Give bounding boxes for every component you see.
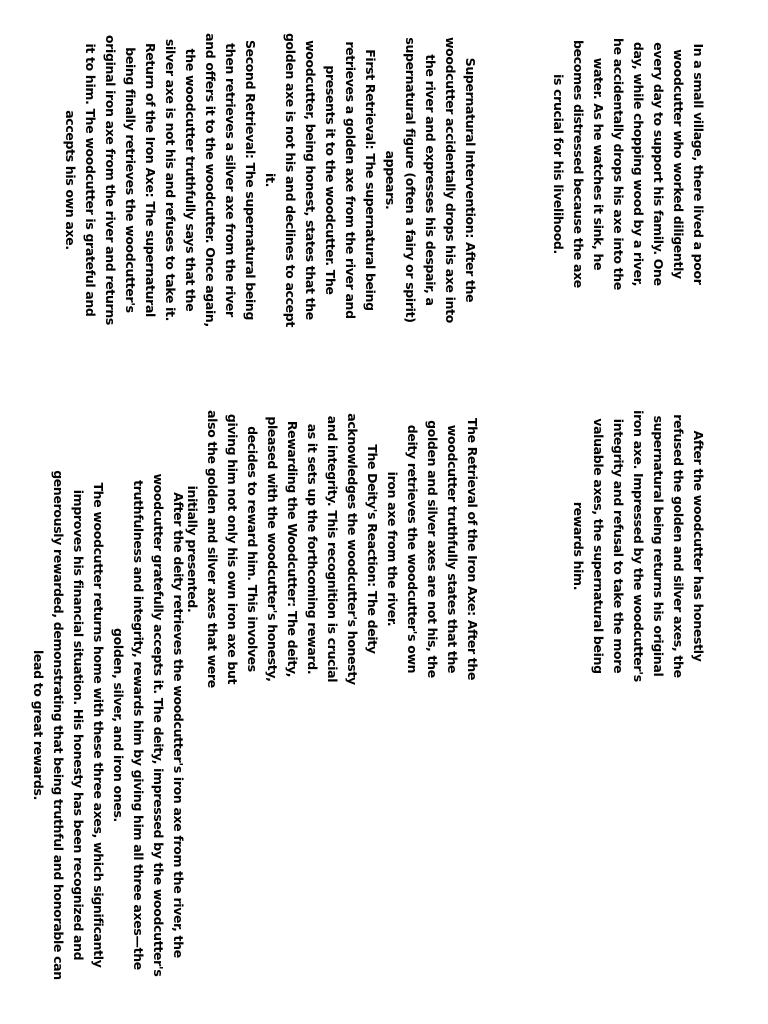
intro-section [548, 34, 708, 294]
deity-retrieval-paragraph: The Retrieval of the Iron Axe: After the woodcutter truthfully states that the golden and silver axes are not his, the deity retrieves the woodcutter's own iron axe from the river. [385, 417, 480, 681]
first-retrieval-paragraph: First Retrieval: The supernatural being retrieves a golden axe from the river and presents it to the woodcutter. The woodcutter, being honest, states that the golden axe is not his and declines to accept it. [263, 32, 378, 328]
second-retrieval-paragraph: Second Retrieval: The supernatural being then retrieves a silver axe from the river and offers it to the woodcutter. Once again, the woodcutter truthfully says that the silver axe is not his and refuses to take it. [163, 33, 258, 327]
reward-summary-paragraph: After the woodcutter has honestly refused the golden and silver axes, the supernatural being returns his original iron axe. Impressed by the woodcutter's integrity and refusal to take the more valuable axes, the supernatural being rewards him. [571, 410, 706, 682]
deity-reaction-paragraph: The Deity's Reaction: The deity acknowledges the woodcutter's honesty and integrity. This recognition is crucial as it sets up the forthcoming reward. [305, 413, 380, 685]
deity-section [182, 410, 482, 688]
supernatural-intervention-paragraph: Supernatural Intervention: After the woodcutter accidentally drops his axe into the river and expresses his despair, a supernatural figure (often a fairy or spirit) appears. [383, 36, 478, 324]
conclusion-paragraph-2: The woodcutter returns home with these three axes, which significantly improves his financial situation. His honesty has been recognized and generously rewarded, demonstrating that being truthful and honorable can lead to great rewards. [31, 470, 106, 980]
events-section [60, 30, 480, 330]
return-iron-axe-paragraph: Return of the Iron Axe: The supernatural being finally retrieves the woodcutter's original iron axe from the river and returns it to him. The woodcutter is grateful and accepts his own axe. [63, 35, 158, 325]
reward-summary-section [568, 410, 708, 682]
conclusion-section [28, 470, 188, 980]
intro-paragraph: In a small village, there lived a poor woodcutter who worked diligently every day to support his family. One day, while chopping wood by a river, he accidentally drops his axe into the water. As he watches it sink, he becomes distressed because the axe is crucial for his livelihood. [551, 38, 706, 290]
deity-rewarding-paragraph: Rewarding the Woodcutter: The deity, pleased with the woodcutter's honesty, decides to reward him. This involves giving him not only his own iron axe but also the golden and silver axes that were initially presented. [185, 410, 300, 688]
conclusion-paragraph-1: After the deity retrieves the woodcutter's iron axe from the river, the woodcutter gratefully accepts it. The deity, impressed by the woodcutter's truthfulness and integrity, rewards him by giving him all three axes—the golden, silver, and iron ones. [111, 473, 186, 977]
